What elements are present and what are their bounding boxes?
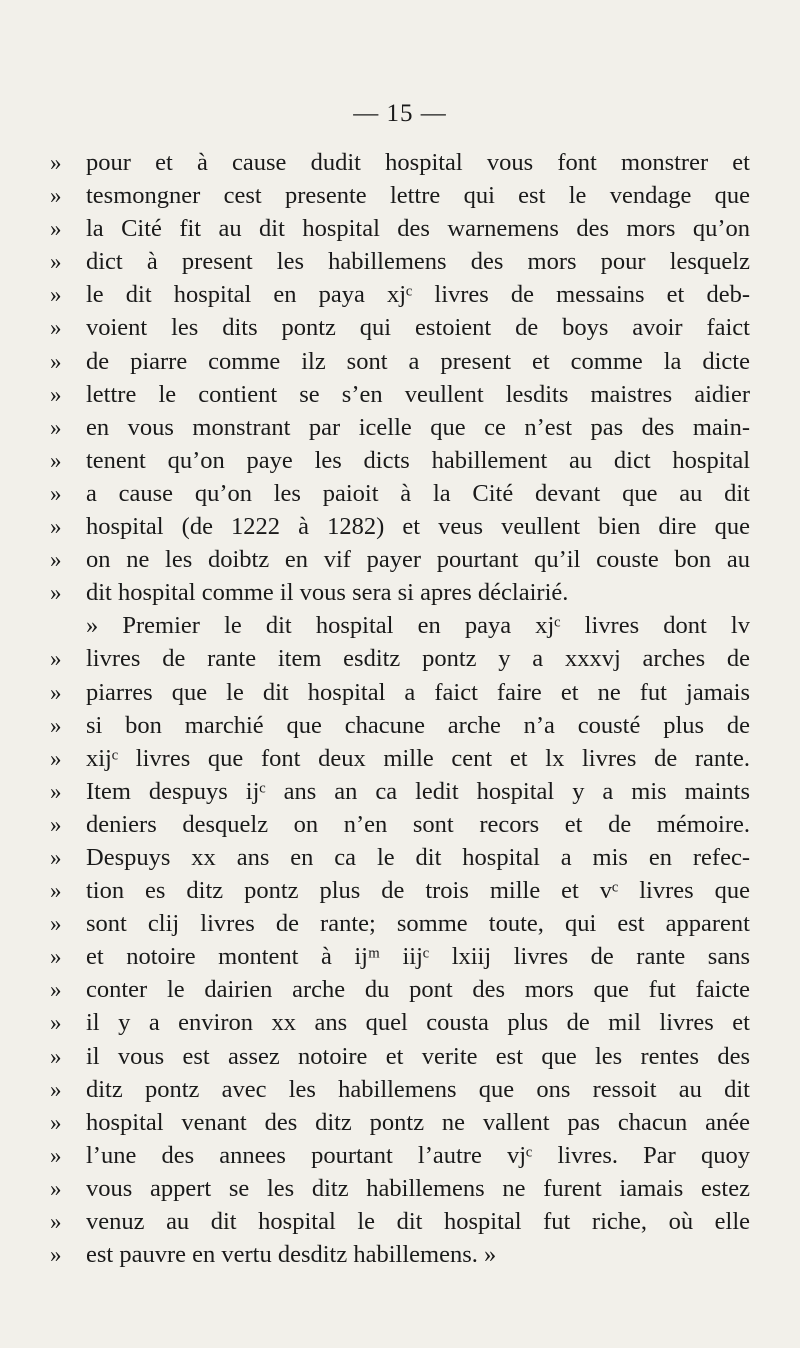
page-number: — 15 — [353, 100, 447, 127]
text-line [50, 543, 750, 576]
text-line [50, 709, 750, 742]
line-text: deniers desquelz on n’en sont recors et de mémoire. [86, 810, 750, 838]
line-text: on ne les doibtz en vif payer pourtant qu’il couste bon au [86, 546, 750, 574]
quote-mark: » [50, 183, 62, 209]
text-line [50, 212, 750, 245]
quote-mark: » [50, 1175, 62, 1201]
text-line [50, 477, 750, 510]
line-text: tesmongner cest presente lettre qui est le vendage que [86, 182, 750, 210]
line-text: et notoire montent à ijᵐ iijᶜ lxiij livres de rante sans [86, 943, 750, 971]
quote-mark: » [50, 911, 62, 937]
quote-mark: » [50, 811, 62, 837]
text-line [50, 1073, 750, 1106]
quote-mark: » [50, 447, 62, 473]
line-text: de piarre comme ilz sont a present et comme la dicte [86, 347, 750, 375]
line-text: piarres que le dit hospital a faict faire et ne fut jamais [86, 678, 750, 706]
line-text: il vous est assez notoire et verite est que les rentes des [86, 1042, 750, 1070]
line-text: xijᶜ livres que font deux mille cent et lx livres de rante. [86, 744, 750, 772]
line-text: a cause qu’on les paioit à la Cité devant que au dit [86, 479, 750, 507]
text-line [50, 1205, 750, 1238]
line-text: voient les dits pontz qui estoient de boys avoir faict [86, 314, 750, 342]
text-line [50, 973, 750, 1006]
line-text: dit hospital comme il vous sera si apres déclairié. [86, 579, 569, 607]
quote-mark: » [50, 1109, 62, 1135]
line-text: Despuys xx ans en ca le dit hospital a mis en refec- [86, 843, 750, 871]
quote-mark: » [50, 580, 62, 606]
quote-mark: » [50, 712, 62, 738]
text-line [50, 311, 750, 344]
line-text: si bon marchié que chacune arche n’a cousté plus de [86, 711, 750, 739]
text-line [50, 245, 750, 278]
line-text: tion es ditz pontz plus de trois mille et vᶜ livres que [86, 877, 750, 905]
text-line [50, 1139, 750, 1172]
text-line [50, 841, 750, 874]
quote-mark: » [50, 249, 62, 275]
text-line [50, 642, 750, 675]
text-line [50, 808, 750, 841]
quote-mark: » [50, 480, 62, 506]
text-line [50, 510, 750, 543]
line-text: ditz pontz avec les habillemens que ons ressoit au dit [86, 1075, 750, 1103]
quote-mark: » [50, 844, 62, 870]
text-line [50, 278, 750, 311]
text-line [50, 576, 750, 609]
line-text: pour et à cause dudit hospital vous font monstrer et [86, 149, 750, 176]
quote-mark: » [50, 745, 62, 771]
line-text: venuz au dit hospital le dit hospital fut riche, où elle [86, 1208, 750, 1235]
text-line [50, 1106, 750, 1139]
line-text: en vous monstrant par icelle que ce n’est pas des main- [86, 413, 750, 441]
line-text: sont clij livres de rante; somme toute, qui est apparent [86, 910, 750, 938]
quote-mark: » [50, 1209, 62, 1234]
line-text: vous appert se les ditz habillemens ne furent iamais estez [86, 1174, 750, 1202]
quote-mark: » [50, 282, 62, 308]
quote-mark: » [50, 514, 62, 540]
line-text: » Premier le dit hospital en paya xjᶜ livres dont lv [86, 612, 750, 640]
text-line [50, 1172, 750, 1205]
quote-mark: » [50, 216, 62, 242]
quote-mark: » [50, 778, 62, 804]
quote-mark: » [50, 878, 62, 904]
line-text: il y a environ xx ans quel cousta plus de mil livres et [86, 1009, 750, 1037]
text-line [50, 940, 750, 973]
line-text: hospital (de 1222 à 1282) et veus veullent bien dire que [86, 513, 750, 541]
quote-mark: » [50, 1010, 62, 1036]
quote-mark: » [50, 1242, 62, 1268]
text-line [50, 1006, 750, 1039]
line-text: Item despuys ijᶜ ans an ca ledit hospital y a mis maints [86, 777, 750, 805]
text-line [50, 411, 750, 444]
text-line [50, 1238, 750, 1271]
quote-mark: » [50, 315, 62, 341]
quote-mark: » [50, 150, 62, 175]
text-line [50, 444, 750, 477]
line-text: conter le dairien arche du pont des mors que fut faicte [86, 976, 750, 1004]
text-line [50, 378, 750, 411]
quote-mark: » [50, 679, 62, 705]
quote-mark: » [50, 348, 62, 374]
text-line [50, 907, 750, 940]
text-line [50, 345, 750, 378]
document-body [50, 146, 750, 1271]
line-text: livres de rante item esditz pontz y a xxxvj arches de [86, 645, 750, 673]
text-line [50, 609, 750, 642]
text-line [50, 146, 750, 179]
text-line [50, 179, 750, 212]
text-line [50, 676, 750, 709]
quote-mark: » [50, 944, 62, 970]
quote-mark [50, 609, 86, 642]
quote-mark: » [50, 646, 62, 672]
line-text: hospital venant des ditz pontz ne vallent pas chacun anée [86, 1108, 750, 1136]
text-line [50, 742, 750, 775]
quote-mark: » [50, 1076, 62, 1102]
line-text: lettre le contient se s’en veullent lesdits maistres aidier [86, 380, 750, 408]
quote-mark: » [50, 547, 62, 573]
line-text: tenent qu’on paye les dicts habillement au dict hospital [86, 446, 750, 474]
quote-mark: » [50, 414, 62, 440]
line-text: est pauvre en vertu desditz habillemens. » [86, 1241, 497, 1269]
quote-mark: » [50, 977, 62, 1003]
quote-mark: » [50, 381, 62, 407]
line-text: la Cité fit au dit hospital des warnemens des mors qu’on [86, 215, 750, 243]
text-line [50, 874, 750, 907]
text-line [50, 1040, 750, 1073]
line-text: dict à present les habillemens des mors pour lesquelz [86, 248, 750, 276]
quote-mark: » [50, 1043, 62, 1069]
line-text: l’une des annees pourtant l’autre vjᶜ livres. Par quoy [86, 1141, 750, 1169]
text-line [50, 775, 750, 808]
line-text: le dit hospital en paya xjᶜ livres de messains et deb- [86, 281, 750, 309]
quote-mark: » [50, 1142, 62, 1168]
